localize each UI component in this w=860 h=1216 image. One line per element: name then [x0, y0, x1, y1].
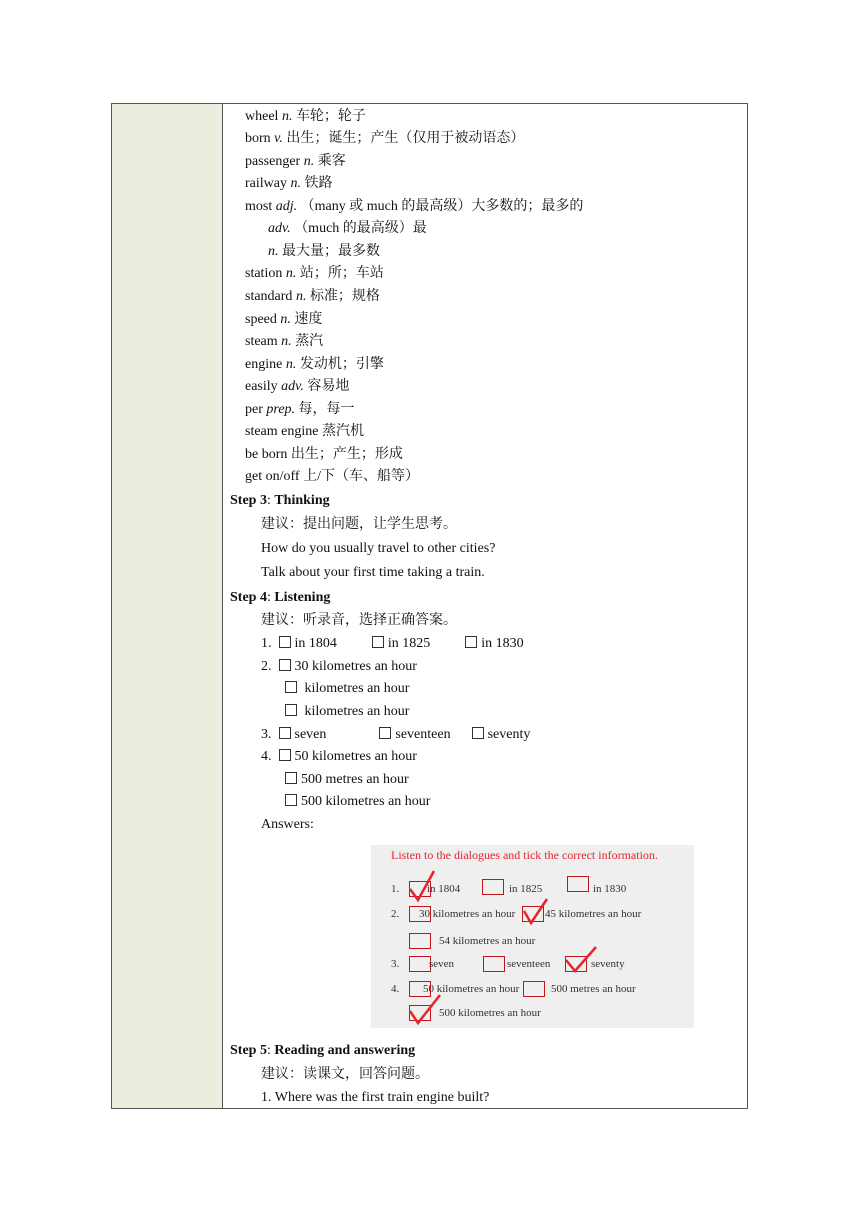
vocab-item: [245, 197, 583, 217]
vocab-item: [245, 129, 524, 149]
vocab-meaning: 标准；规格: [309, 289, 380, 304]
checkbox[interactable]: [372, 636, 384, 648]
checkbox[interactable]: [279, 727, 291, 739]
answer-option: 500 kilometres an hour: [439, 1007, 541, 1019]
checkbox[interactable]: [472, 727, 484, 739]
vocab-meaning: （many 或 much 的最高级）大多数的；最多的: [300, 199, 584, 214]
vocab-item: [245, 174, 332, 194]
vocab-word: most: [245, 199, 273, 214]
question-4: 4. 50 kilometres an hour: [261, 749, 417, 764]
tick-mark-icon: [563, 945, 599, 975]
vocab-part-of-speech: n.: [295, 289, 307, 304]
vocab-word: born: [245, 131, 271, 146]
answer-option: seventeen: [507, 958, 551, 970]
step5-question-1: 1. Where was the first train engine built?: [261, 1090, 490, 1105]
vocab-item: [268, 219, 427, 239]
vocab-item: [245, 264, 384, 284]
question-3: 3. seven seventeen seventy: [261, 727, 531, 742]
vocab-word: per: [245, 402, 263, 417]
question-4-option-b: 500 metres an hour: [285, 770, 409, 790]
vocab-meaning: 出生；产生；形成: [290, 447, 403, 462]
step3-question-2: Talk about your first time taking a train.: [261, 565, 485, 580]
checkbox[interactable]: [285, 772, 297, 784]
answer-option: in 1830: [593, 883, 627, 895]
vocab-word: steam engine: [245, 424, 319, 439]
answer-option: in 1804: [427, 883, 461, 895]
question-2: 2. 30 kilometres an hour: [261, 659, 417, 674]
answer-box: [409, 933, 431, 949]
vocab-item: [245, 422, 364, 442]
vocab-item: [245, 310, 322, 330]
vocab-meaning: 每，每一: [298, 402, 355, 417]
vocab-part-of-speech: n.: [290, 176, 301, 191]
vocab-meaning: 站；所；车站: [299, 266, 384, 281]
content-cell: [223, 104, 747, 1108]
answer-option: seven: [429, 958, 455, 970]
vocab-part-of-speech: prep.: [266, 402, 296, 417]
step4-heading: Step 4: Listening: [230, 590, 331, 605]
answer-box: [523, 981, 545, 997]
vocab-meaning: 最大量；最多数: [282, 244, 380, 259]
vocab-word: railway: [245, 176, 287, 191]
vocab-meaning: 铁路: [304, 176, 333, 191]
answer-option: 50 kilometres an hour: [423, 983, 520, 995]
answer-image-title: Listen to the dialogues and tick the correct information.: [391, 848, 658, 862]
vocab-item: [245, 355, 384, 375]
answer-row-number: 3.: [391, 958, 400, 970]
checkbox[interactable]: [279, 659, 291, 671]
vocab-word: easily: [245, 379, 278, 394]
checkbox[interactable]: [465, 636, 477, 648]
vocab-meaning: 乘客: [317, 154, 346, 169]
answer-key-image: [371, 845, 694, 1028]
vocab-item: [245, 445, 403, 465]
vocab-item: [245, 287, 380, 307]
vocab-meaning: 发动机；引擎: [299, 357, 384, 372]
answer-option: seventy: [591, 958, 625, 970]
vocab-word: get on/off: [245, 469, 300, 484]
vocab-part-of-speech: adv.: [268, 221, 291, 236]
vocab-meaning: 出生；诞生；产生（仅用于被动语态）: [286, 131, 525, 146]
vocab-part-of-speech: n.: [268, 244, 279, 259]
vocab-item: [245, 467, 419, 487]
vocab-part-of-speech: adv.: [281, 379, 304, 394]
checkbox[interactable]: [285, 704, 297, 716]
vocab-item: [245, 332, 323, 352]
vocab-item: [245, 107, 366, 127]
vocab-word: standard: [245, 289, 293, 304]
vocab-item: [245, 400, 355, 420]
vocab-word: station: [245, 266, 283, 281]
vocab-word: be born: [245, 447, 288, 462]
answers-label: Answers:: [261, 817, 314, 832]
vocab-word: passenger: [245, 154, 301, 169]
step5-heading: Step 5: Reading and answering: [230, 1043, 416, 1058]
answer-option: in 1825: [509, 883, 543, 895]
tick-mark-icon: [407, 993, 443, 1027]
vocab-item: [268, 242, 380, 262]
step3-question-1: How do you usually travel to other cities?: [261, 541, 496, 556]
answer-option: 30 kilometres an hour: [419, 908, 516, 920]
answer-option: 45 kilometres an hour: [545, 908, 642, 920]
vocab-part-of-speech: adj.: [275, 199, 298, 214]
vocab-part-of-speech: v.: [274, 131, 283, 146]
tick-mark-icon: [407, 869, 437, 903]
vocab-meaning: 速度: [294, 312, 323, 327]
step5-tip: 建议：读课文，回答问题。: [261, 1067, 429, 1082]
answer-row-number: 4.: [391, 983, 400, 995]
answer-option: 54 kilometres an hour: [439, 935, 536, 947]
step3-heading: Step 3: Thinking: [230, 493, 330, 508]
answer-box: [482, 879, 504, 895]
vocab-meaning: 容易地: [307, 379, 350, 394]
vocab-meaning: 蒸汽机: [321, 424, 364, 439]
answer-box: [483, 956, 505, 972]
question-2-option-b: kilometres an hour: [285, 679, 409, 699]
checkbox[interactable]: [379, 727, 391, 739]
vocab-meaning: 上/下（车、船等）: [303, 469, 419, 484]
answer-row-number: 1.: [391, 883, 400, 895]
tick-mark-icon: [521, 897, 551, 927]
vocab-part-of-speech: n.: [285, 357, 297, 372]
checkbox[interactable]: [285, 794, 297, 806]
vocab-word: speed: [245, 312, 277, 327]
checkbox[interactable]: [279, 636, 291, 648]
answer-box: [409, 956, 431, 972]
question-4-option-c: 500 kilometres an hour: [285, 792, 430, 812]
answer-box: [567, 876, 589, 892]
vocab-part-of-speech: n.: [285, 266, 297, 281]
answer-row-number: 2.: [391, 908, 400, 920]
vocab-word: wheel: [245, 109, 279, 124]
question-2-option-c: kilometres an hour: [285, 702, 409, 722]
checkbox[interactable]: [279, 749, 291, 761]
vocab-item: [245, 152, 346, 172]
vocab-meaning: 车轮；轮子: [295, 109, 366, 124]
vocab-meaning: 蒸汽: [295, 334, 324, 349]
lesson-table: [111, 103, 748, 1109]
answer-option: 500 metres an hour: [551, 983, 636, 995]
vocab-word: engine: [245, 357, 283, 372]
label-column: [112, 104, 223, 1108]
step3-tip: 建议：提出问题，让学生思考。: [261, 517, 457, 532]
vocab-item: [245, 377, 349, 397]
question-1: 1. in 1804 in 1825 in 1830: [261, 636, 524, 651]
vocab-part-of-speech: n.: [281, 109, 293, 124]
vocab-part-of-speech: n.: [280, 312, 291, 327]
vocab-part-of-speech: n.: [281, 334, 292, 349]
vocab-meaning: （much 的最高级）最: [294, 221, 427, 236]
vocab-part-of-speech: n.: [303, 154, 315, 169]
step4-tip: 建议：听录音，选择正确答案。: [261, 613, 457, 628]
checkbox[interactable]: [285, 681, 297, 693]
vocab-word: steam: [245, 334, 278, 349]
